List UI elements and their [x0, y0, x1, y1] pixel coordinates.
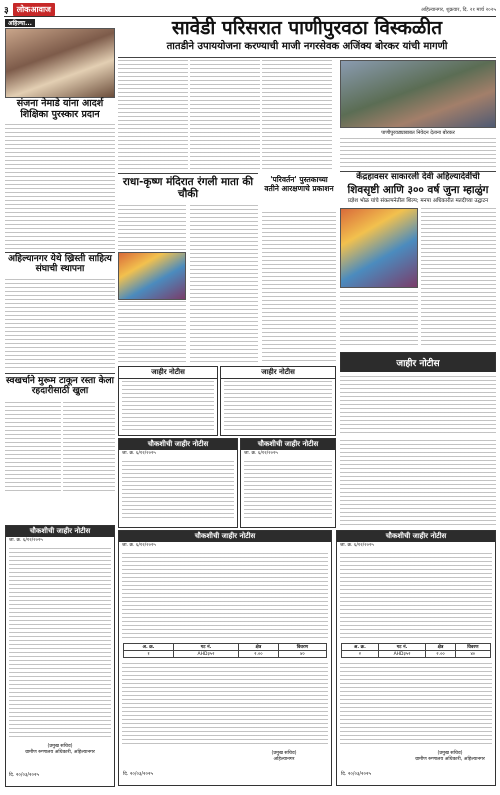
notice-box — [220, 366, 336, 436]
dateline: अहिल्यानगर, शुक्रवार, दि. २१ मार्च २०२५ — [421, 6, 496, 13]
headline-title: सावेडी परिसरात पाणीपुरवठा विस्कळीत — [171, 17, 443, 39]
story-text — [340, 292, 418, 348]
chowkashi-notice-large — [336, 530, 496, 786]
notice-heading: जाहीर नोटीस — [341, 353, 495, 372]
story-text — [63, 402, 115, 492]
award-photo — [5, 28, 115, 98]
notice-serial: जा. क्र. ६/१२/२०२५ — [244, 451, 278, 456]
notice-date: दि. २०/०३/२०२५ — [9, 773, 40, 778]
chowkashi-notice — [5, 525, 115, 787]
notice-serial: जा. क्र. ६/१२/२०२५ — [9, 538, 43, 543]
story-radha-krishna-headline: राधा-कृष्ण मंदिरात रंगली माता की चौकी — [122, 176, 254, 201]
story-text — [118, 60, 188, 170]
notice-text — [122, 461, 234, 521]
notice-table: अ. क्र. गट नं. क्षेत्र विवरण १ AHD३५२ २.०० ४० — [123, 643, 327, 658]
chowkashi-heading: चौकशीची जाहीर नोटीस — [6, 526, 114, 537]
table-row: १ AHD३५२ २.०० ४० — [124, 651, 327, 658]
chowkashi-notice — [240, 438, 336, 528]
chowkashi-heading: चौकशीची जाहीर नोटीस — [337, 531, 495, 542]
notice-text — [340, 376, 496, 436]
notice-heading: जाहीर नोटीस — [119, 367, 217, 379]
water-protest-photo — [340, 60, 496, 128]
notice-text — [122, 553, 328, 639]
masthead — [4, 3, 496, 17]
story-text — [5, 402, 61, 492]
table-row: २ AHD३५२ २.०० ४० — [342, 651, 491, 658]
notice-date: दि. २०/०३/२०२५ — [341, 772, 372, 777]
notice-text — [340, 663, 492, 747]
notice-text — [224, 381, 332, 433]
notice-text — [340, 440, 496, 528]
notice-text — [122, 663, 328, 747]
photo-caption: पाणीपुरवठ्याबाबत निवेदन देताना बोरकर — [381, 130, 455, 136]
notice-serial: जा. क्र. ६/१२/२०२५ — [340, 543, 374, 548]
notice-serial: जा. क्र. ६/१२/२०२५ — [122, 451, 156, 456]
notice-date: दि. २०/०३/२०२५ — [123, 772, 154, 777]
chowkashi-heading: चौकशीची जाहीर नोटीस — [119, 439, 237, 450]
chowkashi-heading: चौकशीची जाहीर नोटीस — [241, 439, 335, 450]
notice-text — [9, 548, 111, 738]
story-parivartan-headline: 'परिवर्तन' पुस्तकाच्या वतीने आरक्षणाचे प्रकाशन — [264, 175, 334, 193]
story-ahilyadevi-kicker: केंद्रहावसर साकारली देवी अहिल्यादेवींची — [356, 172, 480, 182]
notice-heading: जाहीर नोटीस — [221, 367, 335, 379]
story-teacher-award-headline: संजना नेमाडे यांना आदर्श शिक्षिका पुरस्कार प्रदान — [16, 98, 104, 120]
page-number: ३ — [4, 6, 9, 16]
divider — [118, 173, 258, 174]
notice-box — [118, 366, 218, 436]
newspaper-logo: लोकआवाज — [13, 3, 55, 16]
story-text — [421, 208, 496, 348]
headline-subtitle: तातडीने उपाययोजना करण्याची माजी नगरसेवक अजिंक्य बोरकर यांची मागणी — [166, 41, 448, 52]
notice-text — [340, 553, 492, 639]
story-text — [190, 60, 260, 170]
notice-table: अ. क्र. गट नं. क्षेत्र विवरण २ AHD३५२ २.०० ४० — [341, 643, 491, 658]
notice-signatory: (प्रमुख सचिव) ग्रामीण रुग्णालय अधिकारी, अहिल्यानगर — [25, 744, 95, 755]
main-headline — [118, 16, 496, 53]
temple-photo — [118, 252, 186, 300]
story-literature-headline: अहिल्यानगर येथे ख्रिस्ती साहित्य संघाची स्थापना — [8, 254, 112, 275]
story-text — [262, 212, 336, 362]
story-text — [340, 138, 496, 168]
notice-signatory: (प्रमुख सचिव) ग्रामीण रुग्णालय अधिकारी, अहिल्यानगर — [415, 751, 485, 762]
story-text — [262, 60, 332, 170]
notice-text — [244, 461, 332, 521]
chowkashi-notice-large — [118, 530, 332, 786]
chowkashi-notice — [118, 438, 238, 528]
story-ahilyadevi-sub: प्रज्ञेश भोळ यांचे संकल्पनेतील शिल्प; मनपा अधिकारीत मतदीच्या उद्घाटन — [347, 198, 489, 204]
story-text — [5, 124, 115, 249]
divider — [118, 57, 496, 58]
notice-signatory: (प्रमुख सचिव) अहिल्यानगर — [271, 751, 297, 762]
story-text — [190, 205, 258, 365]
story-ahilyadevi-headline: शिवसृष्टी आणि ३०० वर्ष जुना म्हाळुंग — [347, 184, 489, 196]
story-text — [5, 279, 115, 369]
story-road-headline: स्वखर्चाने मुरूम टाकून रस्ता केला रहदारीसाठी खुला — [6, 376, 114, 397]
section-tag: अहिल्या... — [5, 19, 35, 27]
notice-heading-box — [340, 352, 496, 372]
shivsrushti-photo — [340, 208, 418, 288]
divider — [5, 373, 115, 374]
notice-text — [122, 381, 214, 433]
notice-serial: जा. क्र. ६/१२/२०२५ — [122, 543, 156, 548]
chowkashi-heading: चौकशीची जाहीर नोटीस — [119, 531, 331, 542]
divider — [5, 252, 115, 253]
